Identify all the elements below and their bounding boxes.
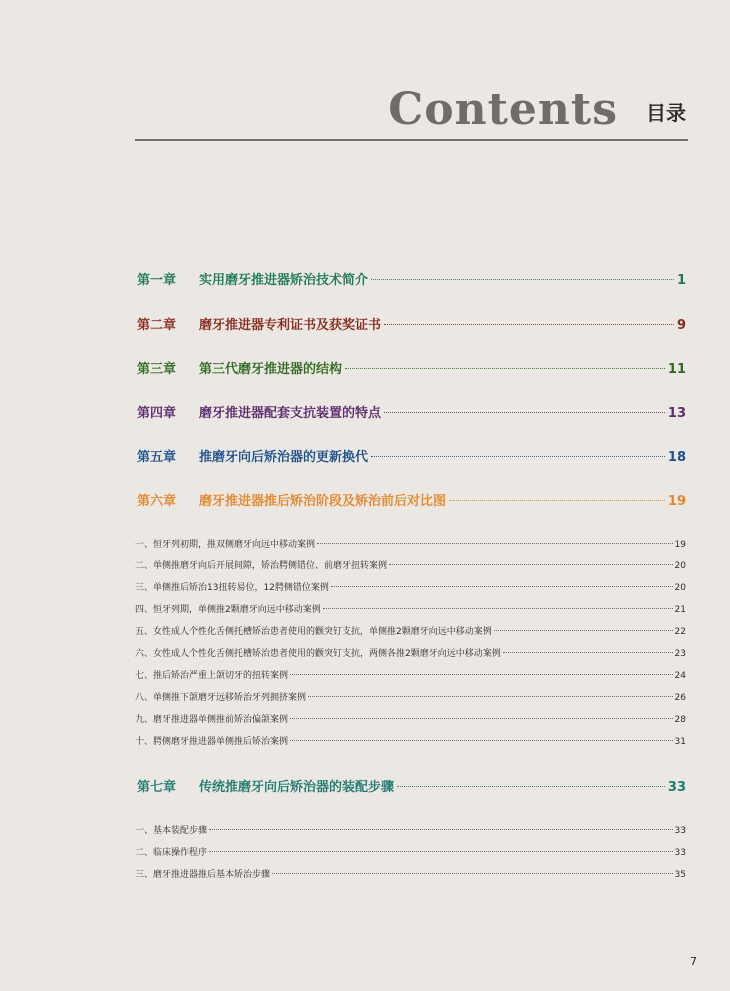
chapter-title: 推磨牙向后矫治器的更新换代: [199, 450, 369, 465]
subitem-page: 19: [674, 540, 686, 550]
toc-subitem[interactable]: [135, 559, 686, 573]
dot-leader: [384, 412, 665, 413]
dot-leader: [323, 608, 673, 609]
subitem-page: 26: [674, 693, 686, 703]
subitem-title: 六、女性成人个性化舌侧托槽矫治患者使用的颧突钉支抗，两侧各推2颗磨牙向远中移动案例: [135, 649, 501, 659]
dot-leader: [384, 324, 674, 325]
subitem-title: 八、单侧推下颌磨牙远移矫治牙列拥挤案例: [135, 693, 307, 703]
toc-subitem[interactable]: [135, 735, 686, 749]
dot-leader: [317, 543, 673, 544]
dot-leader: [503, 652, 673, 653]
page-number: 7: [690, 955, 697, 968]
chapter-page: 11: [667, 362, 686, 377]
chapter-number: 第三章: [137, 362, 177, 377]
subitem-page: 23: [674, 649, 686, 659]
dot-leader: [290, 740, 673, 741]
subitem-title: 四、恒牙列期，单侧推2颗磨牙向远中移动案例: [135, 605, 321, 615]
subitem-title: 三、单侧推后矫治13扭转易位，12腭侧错位案例: [135, 583, 329, 593]
subitem-title: 二、单侧推磨牙向后开展间隙，矫治腭侧错位、前磨牙扭转案例: [135, 561, 388, 571]
chapter-page: 19: [667, 494, 686, 509]
chapter-page: 9: [676, 318, 686, 333]
subitem-title: 一、恒牙列初期，推双侧磨牙向远中移动案例: [135, 540, 316, 550]
chapter-number: 第四章: [137, 406, 177, 421]
chapter-title: 实用磨牙推进器矫治技术简介: [199, 273, 369, 288]
subitem-title: 五、女性成人个性化舌侧托槽矫治患者使用的颧突钉支抗，单侧推2颗磨牙向远中移动案例: [135, 627, 492, 637]
subitem-title: 二、临床操作程序: [135, 848, 208, 858]
chapter-number: 第一章: [137, 273, 177, 288]
toc-chapter-1[interactable]: [137, 272, 686, 290]
subitem-title: 九、磨牙推进器单侧推前矫治偏颌案例: [135, 715, 289, 725]
subitem-page: 28: [674, 715, 686, 725]
subitem-page: 22: [674, 627, 686, 637]
dot-leader: [290, 718, 673, 719]
toc-subitem[interactable]: [135, 846, 686, 860]
subitem-page: 21: [674, 605, 686, 615]
toc-subitem[interactable]: [135, 713, 686, 727]
dot-leader: [449, 500, 665, 501]
chapter-page: 33: [667, 780, 686, 795]
toc-chapter-2[interactable]: [137, 317, 686, 335]
page-title-chinese: 目录: [646, 101, 686, 125]
subitem-page: 20: [674, 561, 686, 571]
dot-leader: [494, 630, 673, 631]
chapter-page: 1: [676, 273, 686, 288]
dot-leader: [272, 873, 673, 874]
dot-leader: [209, 829, 673, 830]
toc-subitem[interactable]: [135, 669, 686, 683]
chapter-page: 13: [667, 406, 686, 421]
dot-leader: [389, 564, 673, 565]
toc-chapter-4[interactable]: [137, 405, 686, 423]
subitem-title: 七、推后矫治严重上颌切牙的扭转案例: [135, 671, 289, 681]
chapter-title: 磨牙推进器专利证书及获奖证书: [199, 318, 382, 333]
toc-subitem[interactable]: [135, 603, 686, 617]
toc-subitem[interactable]: [135, 824, 686, 838]
dot-leader: [371, 279, 674, 280]
chapter-title: 磨牙推进器推后矫治阶段及矫治前后对比图: [199, 494, 447, 509]
chapter-title: 传统推磨牙向后矫治器的装配步骤: [199, 780, 395, 795]
toc-chapter-7[interactable]: [137, 779, 686, 797]
toc-chapter-5[interactable]: [137, 449, 686, 467]
subitem-page: 35: [674, 870, 686, 880]
chapter-number: 第五章: [137, 450, 177, 465]
header-divider: [135, 139, 688, 141]
dot-leader: [371, 456, 665, 457]
subitem-page: 33: [674, 848, 686, 858]
toc-subitem[interactable]: [135, 538, 686, 552]
toc-subitem[interactable]: [135, 691, 686, 705]
header: [135, 84, 688, 140]
chapter-number: 第二章: [137, 318, 177, 333]
chapter-number: 第七章: [137, 780, 177, 795]
chapter-number: 第六章: [137, 494, 177, 509]
chapter-title: 磨牙推进器配套支抗装置的特点: [199, 406, 382, 421]
toc-chapter-6[interactable]: [137, 493, 686, 511]
dot-leader: [345, 368, 665, 369]
toc-subitem[interactable]: [135, 868, 686, 882]
dot-leader: [397, 786, 665, 787]
page-title-english: Contents: [388, 84, 618, 135]
subitem-page: 24: [674, 671, 686, 681]
subitem-page: 33: [674, 826, 686, 836]
subitem-title: 十、腭侧磨牙推进器单侧推后矫治案例: [135, 737, 289, 747]
subitem-title: 一、基本装配步骤: [135, 826, 208, 836]
toc-subitem[interactable]: [135, 625, 686, 639]
chapter-page: 18: [667, 450, 686, 465]
dot-leader: [331, 586, 673, 587]
dot-leader: [308, 696, 673, 697]
dot-leader: [209, 851, 673, 852]
chapter-title: 第三代磨牙推进器的结构: [199, 362, 343, 377]
toc-subitem[interactable]: [135, 581, 686, 595]
toc-subitem[interactable]: [135, 647, 686, 661]
subitem-page: 31: [674, 737, 686, 747]
dot-leader: [290, 674, 673, 675]
subitem-title: 三、磨牙推进器推后基本矫治步骤: [135, 870, 271, 880]
toc-chapter-3[interactable]: [137, 361, 686, 379]
subitem-page: 20: [674, 583, 686, 593]
